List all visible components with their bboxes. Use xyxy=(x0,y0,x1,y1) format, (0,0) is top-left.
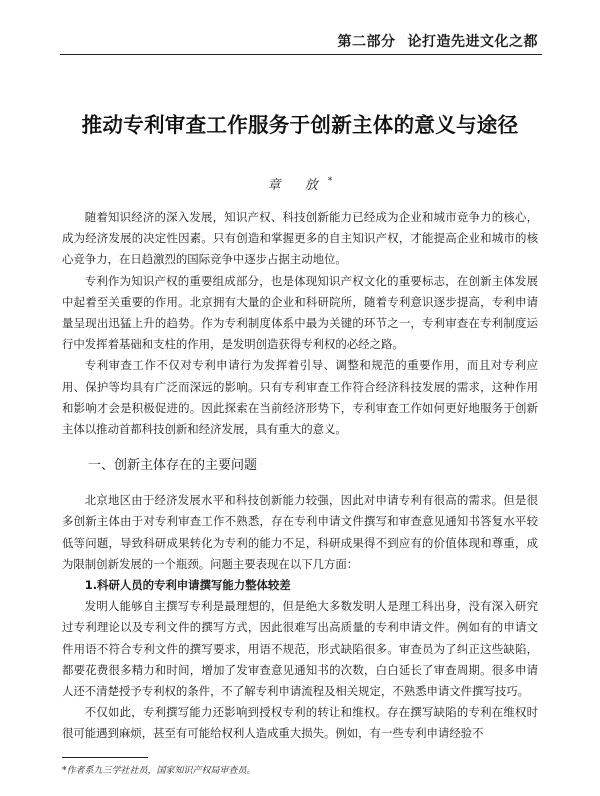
running-header-topic: 论打造先进文化之都 xyxy=(407,34,538,50)
intro-paragraph: 专利审查工作不仅对专利申请行为发挥着引导、调整和规范的重要作用，而且对专利应用、保护等均具有广泛而深远的影响。只有专利审查工作符合经济科技发展的需求，这种作用和影响才会是积极促进的。因此探索在当前经济形势下，专利审查工作如何更好地服务于创新主体以推动首都科技创新和经济发展，具有重大的意义。 xyxy=(62,358,538,437)
author-footnote-mark: * xyxy=(327,176,333,187)
subsection-paragraph: 不仅如此，专利撰写能力还影响到授权专利的转让和维权。存在撰写缺陷的专利在维权时很可能遇到麻烦，甚至有可能给权利人造成重大损失。例如，有一些专利申请经验不 xyxy=(62,705,538,741)
section-paragraph: 北京地区由于经济发展水平和科技创新能力较强，因此对申请专利有很高的需求。但是很多创新主体由于对专利审查工作不熟悉，存在专利申请文件撰写和审查意见通知书答复水平较低等问题，导致科研成果转化为专利的能力不足，科研成果得不到应有的价值体现和尊重，成为限制创新发展的一个瓶颈。问题主要表现在以下几方面： xyxy=(62,493,538,571)
author-line xyxy=(0,174,600,193)
section-heading: 一、创新主体存在的主要问题 xyxy=(88,458,258,474)
intro-paragraph: 随着知识经济的深入发展，知识产权、科技创新能力已经成为企业和城市竞争力的核心，成为经济发展的决定性因素。只有创造和掌握更多的自主知识产权，才能提高企业和城市的核心竞争力，在日趋激烈的国际竞争中逐步占据主动地位。 xyxy=(62,210,538,267)
intro-paragraph: 专利作为知识产权的重要组成部分，也是体现知识产权文化的重要标志，在创新主体发展中起着至关重要的作用。北京拥有大量的企业和科研院所，随着专利意识逐步提高，专利申请量呈现出迅猛上升的趋势。作为专利制度体系中最为关键的环节之一，专利审查在专利制度运行中发挥着基础和支柱的作用，是发明创造获得专利权的必经之路。 xyxy=(62,273,538,352)
running-header-part: 第二部分 xyxy=(337,34,396,50)
article-title: 推动专利审查工作服务于创新主体的意义与途径 xyxy=(81,113,519,137)
article-body xyxy=(62,207,538,745)
subsection-paragraph: 发明人能够自主撰写专利是最理想的，但是绝大多数发明人是理工科出身，没有深入研究过专利理论以及专利文件的撰写方式，因此很难写出高质量的专利申请文件。例如有的申请文件用语不符合专利文件的撰写要求，用语不规范，形式缺陷很多。审查员为了纠正这些缺陷，都要花费很多精力和时间，增加了发审查意见通知书的次数，白白延长了审查周期。很多申请人还不清楚授予专利权的条件，不了解专利申请流程及相关规定，不熟悉申请文件撰写技巧。 xyxy=(62,599,538,699)
header-rule xyxy=(60,54,542,55)
subsection-heading: 1.科研人员的专利申请撰写能力整体较差 xyxy=(84,578,291,593)
footnote-rule xyxy=(62,757,148,758)
running-header xyxy=(338,31,539,51)
author-name: 章 放 xyxy=(267,178,328,193)
footnote: *作者系九三学社社员，国家知识产权局审查员。 xyxy=(62,766,256,776)
